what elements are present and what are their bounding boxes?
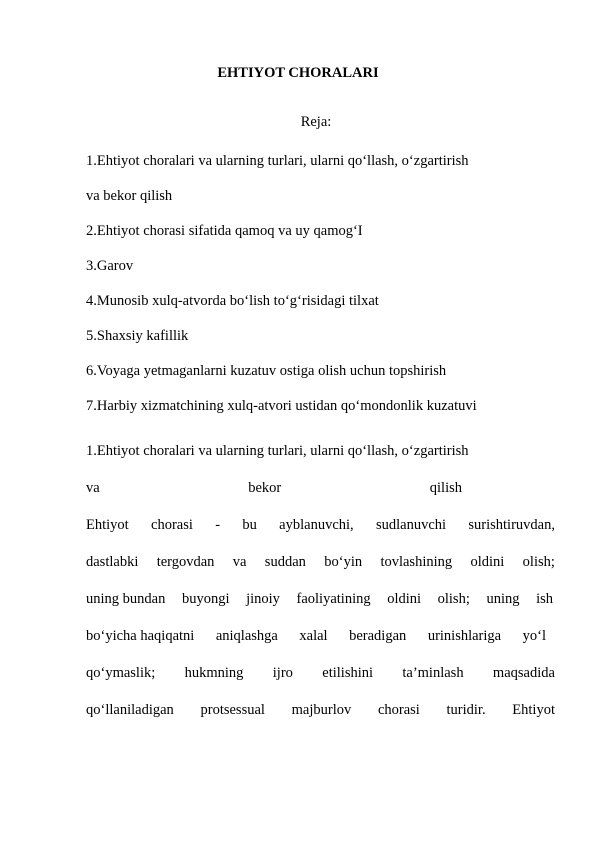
plan-item: 2.Ehtiyot chorasi sifatida qamoq va uy qamog‘I (86, 223, 363, 239)
body-word: ijro (272, 665, 293, 681)
body-word: faoliyatining (296, 591, 371, 607)
body-word: protsessual (200, 702, 265, 718)
body-word: aniqlashga (215, 628, 278, 644)
plan-item: 4.Munosib xulq-atvorda bo‘lish to‘g‘risidagi tilxat (86, 293, 379, 309)
body-word: bo‘yin (324, 554, 363, 570)
heading-word: bekor (248, 480, 282, 496)
body-line (86, 701, 555, 719)
body-line (86, 516, 555, 534)
body-line (86, 590, 553, 608)
body-word: buyongi (181, 591, 230, 607)
body-word: bu (242, 517, 257, 533)
body-word: bo‘yicha haqiqatni (86, 628, 195, 644)
body-word: suddan (264, 554, 306, 570)
section-heading: 1.Ehtiyot choralari va ularning turlari, ularni qo‘llash, o‘zgartirish (86, 443, 469, 459)
heading-word: va (86, 480, 100, 496)
plan-item: 1.Ehtiyot choralari va ularning turlari, ularni qo‘llash, o‘zgartirish (86, 153, 469, 169)
heading-word: qilish (429, 480, 462, 496)
body-word: qo‘ymaslik; (86, 665, 156, 681)
body-word: urinishlariga (427, 628, 502, 644)
body-word: oldini (470, 554, 505, 570)
plan-heading: Reja: (300, 114, 332, 130)
body-word: xalal (299, 628, 328, 644)
body-line (86, 553, 555, 571)
body-word: maqsadida (492, 665, 555, 681)
body-word: hukmning (184, 665, 244, 681)
body-line (86, 664, 555, 682)
body-word: ish (536, 591, 553, 607)
body-word: turidir. (446, 702, 486, 718)
body-word: etilishini (322, 665, 374, 681)
body-word: surishtiruvdan, (468, 517, 555, 533)
body-word: tergovdan (156, 554, 215, 570)
body-word: ayblanuvchi, (279, 517, 354, 533)
body-word: va (232, 554, 247, 570)
body-word: olish; (522, 554, 555, 570)
body-line (86, 627, 546, 645)
body-word: qo‘llaniladigan (86, 702, 174, 718)
plan-item: 6.Voyaga yetmaganlarni kuzatuv ostiga olish uchun topshirish (86, 363, 447, 379)
body-word: beradigan (349, 628, 407, 644)
document-title: EHTIYOT CHORALARI (217, 65, 379, 81)
body-word: - (215, 517, 221, 533)
body-word: Ehtiyot (512, 702, 555, 718)
body-word: ta’minlash (402, 665, 464, 681)
section-heading-continuation (86, 479, 462, 497)
body-word: sudlanuvchi (375, 517, 447, 533)
body-word: jinoiy (246, 591, 280, 607)
body-word: olish; (437, 591, 470, 607)
body-word: oldini (387, 591, 422, 607)
body-word: chorasi (151, 517, 193, 533)
plan-item: 5.Shaxsiy kafillik (86, 328, 189, 344)
body-word: majburlov (291, 702, 352, 718)
body-word: dastlabki (86, 554, 139, 570)
body-word: Ehtiyot (86, 517, 129, 533)
plan-item: 7.Harbiy xizmatchining xulq-atvori ustidan qo‘mondonlik kuzatuvi (86, 398, 477, 414)
body-word: chorasi (377, 702, 420, 718)
plan-item: va bekor qilish (86, 188, 173, 204)
body-word: tovlashining (380, 554, 453, 570)
body-word: yo‘l (522, 628, 546, 644)
plan-item: 3.Garov (86, 258, 134, 274)
body-word: uning bundan (86, 591, 166, 607)
body-word: uning (486, 591, 520, 607)
